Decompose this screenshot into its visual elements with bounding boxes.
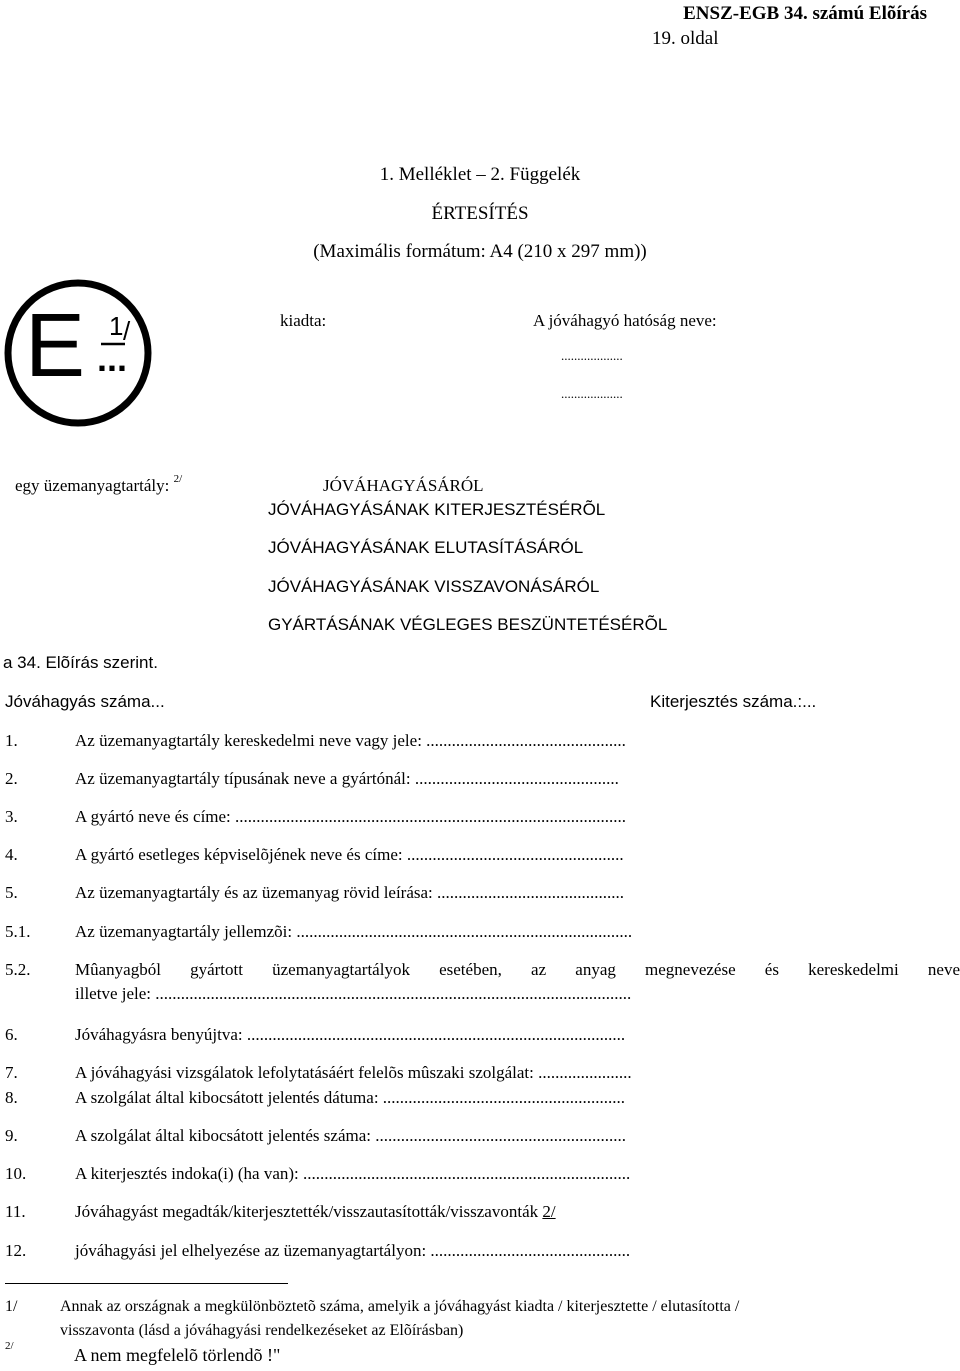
footnote-mark: 2/: [5, 1340, 14, 1352]
list-item: 7. A jóváhagyási vizsgálatok lefolytatásáért felelõs mûszaki szolgálat: ......................: [5, 1063, 632, 1082]
subject-option-withdrawal: JÓVÁHAGYÁSÁNAK VISSZAVONÁSÁRÓL: [268, 577, 600, 596]
subject-option-refusal: JÓVÁHAGYÁSÁNAK ELUTASÍTÁSÁRÓL: [268, 538, 584, 557]
list-item: 5. Az üzemanyagtartály és az üzemanyag rövid leírása: ............................................: [5, 883, 625, 902]
subject-option-discontinued: GYÁRTÁSÁNAK VÉGLEGES BESZÜNTETÉSÉRÕL: [268, 615, 668, 634]
list-item: 8. A szolgálat által kibocsátott jelentés dátuma: .........................................................: [5, 1088, 626, 1107]
list-item: 10. A kiterjesztés indoka(i) (ha van): .............................................................................: [5, 1164, 631, 1183]
mark-superscript: 1: [109, 311, 124, 341]
subject-option-approval: JÓVÁHAGYÁSÁRÓL: [323, 476, 484, 495]
format-note: (Maximális formátum: A4 (210 x 297 mm)): [313, 241, 647, 262]
footnote-text: visszavonta (lásd a jóváhagyási rendelkezéseket az Elõírásban): [60, 1322, 464, 1339]
according-to: a 34. Elõírás szerint.: [3, 653, 158, 672]
mark-letter: E: [25, 296, 86, 396]
authority-line-2: ...................: [561, 386, 623, 401]
authority-label: A jóváhagyó hatóság neve:: [533, 311, 717, 330]
page-number: 19. oldal: [652, 28, 719, 49]
annex-title: 1. Melléklet – 2. Függelék: [379, 164, 581, 185]
mark-slash: /: [123, 316, 131, 346]
regulation-title: ENSZ-EGB 34. számú Elõírás: [683, 3, 927, 24]
mark-dots: ...: [97, 338, 128, 379]
footnote-ref: 2/: [542, 1202, 556, 1221]
list-item: 12. jóváhagyási jel elhelyezése az üzemanyagtartályon: ...............................................: [5, 1241, 631, 1260]
list-item: 6. Jóváhagyásra benyújtva: .........................................................................................: [5, 1025, 626, 1044]
extension-number: Kiterjesztés száma.:...: [650, 692, 817, 711]
subject-label: egy üzemanyagtartály: $^{2/}$: [15, 473, 183, 495]
footnote-text: Annak az országnak a megkülönböztetõ száma, amelyik a jóváhagyást kiadta / kiterjesztette / elutasította /: [60, 1298, 740, 1315]
list-item: 5.1. Az üzemanyagtartály jellemzõi: ...............................................................................: [5, 922, 633, 941]
list-item: 5.2. Mûanyagból gyártott üzemanyagtartályok esetében, az anyag megnevezése és kereskedelmi neve illetve jele: ................................................................................................................: [5, 960, 960, 1003]
list-item: 11. Jóváhagyást megadták/kiterjesztették/visszautasították/visszavonták 2/: [5, 1202, 556, 1221]
list-item: 9. A szolgálat által kibocsátott jelentés száma: ...........................................................: [5, 1126, 626, 1145]
footnote-text: A nem megfelelõ törlendõ !": [74, 1345, 281, 1365]
list-item: 2. Az üzemanyagtartály típusának neve a gyártónál: ................................................: [5, 769, 619, 788]
notice-title: ÉRTESÍTÉS: [431, 203, 529, 224]
authority-line-1: ...................: [561, 348, 623, 363]
footnote-ref: 2/: [173, 473, 183, 485]
approval-number: Jóváhagyás száma...: [5, 692, 165, 711]
footnote-mark: 1/: [5, 1298, 18, 1315]
subject-option-extension: JÓVÁHAGYÁSÁNAK KITERJESZTÉSÉRÕL: [268, 500, 606, 519]
approval-mark-logo: [3, 278, 153, 428]
list-item: 4. A gyártó esetleges képviselõjének neve és címe: ...................................................: [5, 845, 624, 864]
list-item: 3. A gyártó neve és címe: ............................................................................................: [5, 807, 627, 826]
footnote-divider: [5, 1283, 288, 1284]
list-item: 1. Az üzemanyagtartály kereskedelmi neve vagy jele: ...............................................: [5, 731, 626, 750]
issuer-label: kiadta:: [280, 311, 327, 330]
